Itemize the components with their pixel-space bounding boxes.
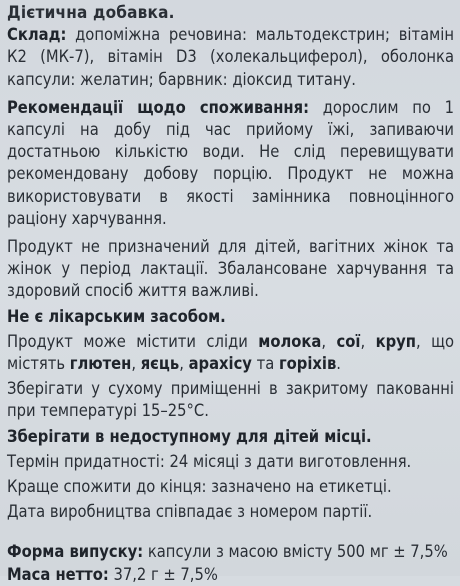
composition-text: допоміжна речовина: мальтодекстрин; вітамін К2 (МК-7), вітамін D3 (холекальциферол), оболонка капсули: желатин; барвник: діоксид титану. xyxy=(7,25,454,89)
allergens-separator: , xyxy=(179,354,189,374)
recommendations-paragraph xyxy=(7,97,454,230)
release-form-text: капсули з масою вмісту 500 мг ± 7,5% xyxy=(143,542,448,562)
allergen-milk: молока xyxy=(258,331,322,351)
composition-label: Склад: xyxy=(7,25,67,45)
children-warning-paragraph: Продукт не призначений для дітей, вагітних жінок та жінок у період лактації. Збалансоване харчування та здоровий спосіб життя важливі. xyxy=(7,237,454,301)
allergens-paragraph xyxy=(7,331,454,375)
release-form-paragraph xyxy=(7,541,454,563)
keep-away-notice: Зберігати в недоступному для дітей місці. xyxy=(7,426,372,446)
allergens-separator: , xyxy=(321,331,337,351)
storage-conditions: Зберігати у сухому приміщенні в закритому пакованні при температурі 15–25°C. xyxy=(7,379,454,421)
allergens-separator: , xyxy=(131,354,141,374)
allergen-eggs: яєць xyxy=(140,354,180,374)
recommendations-text: дорослим по 1 капсулі на добу під час прийому їжі, запиваючи достатньою кількістю води. Не слід перевищувати рекомендовану добову порцію. Продукт не можна використовувати в якості замінника повноцінного раціону харчування. xyxy=(7,97,454,228)
net-weight-text: 37,2 г ± 7,5% xyxy=(108,564,218,584)
product-type-title: Дієтична добавка. xyxy=(7,3,175,23)
allergens-separator: , що містять xyxy=(7,331,454,374)
allergen-nuts: горіхів xyxy=(278,354,337,374)
allergen-soy: сої xyxy=(336,331,361,351)
allergens-separator: , xyxy=(360,331,376,351)
production-date: Дата виробництва співпадає з номером партії. xyxy=(7,502,373,522)
best-before: Краще спожити до кінця: зазначено на етикетці. xyxy=(7,477,392,497)
allergens-end: . xyxy=(336,354,341,374)
shelf-life: Термін придатності: 24 місяці з дати виготовлення. xyxy=(7,451,412,471)
allergen-cereals: круп xyxy=(375,331,416,351)
allergen-peanuts: арахісу xyxy=(188,354,252,374)
recommendations-label: Рекомендації щодо споживання: xyxy=(7,97,309,117)
release-form-label: Форма випуску: xyxy=(7,542,144,562)
allergens-intro: Продукт може містити сліди xyxy=(7,331,259,351)
net-weight-label: Маса нетто: xyxy=(7,564,109,584)
composition-paragraph xyxy=(7,24,454,91)
net-weight-paragraph xyxy=(7,564,454,586)
not-medicine-notice: Не є лікарським засобом. xyxy=(7,306,226,326)
allergens-separator: та xyxy=(251,354,279,374)
allergen-gluten: глютен xyxy=(69,354,132,374)
